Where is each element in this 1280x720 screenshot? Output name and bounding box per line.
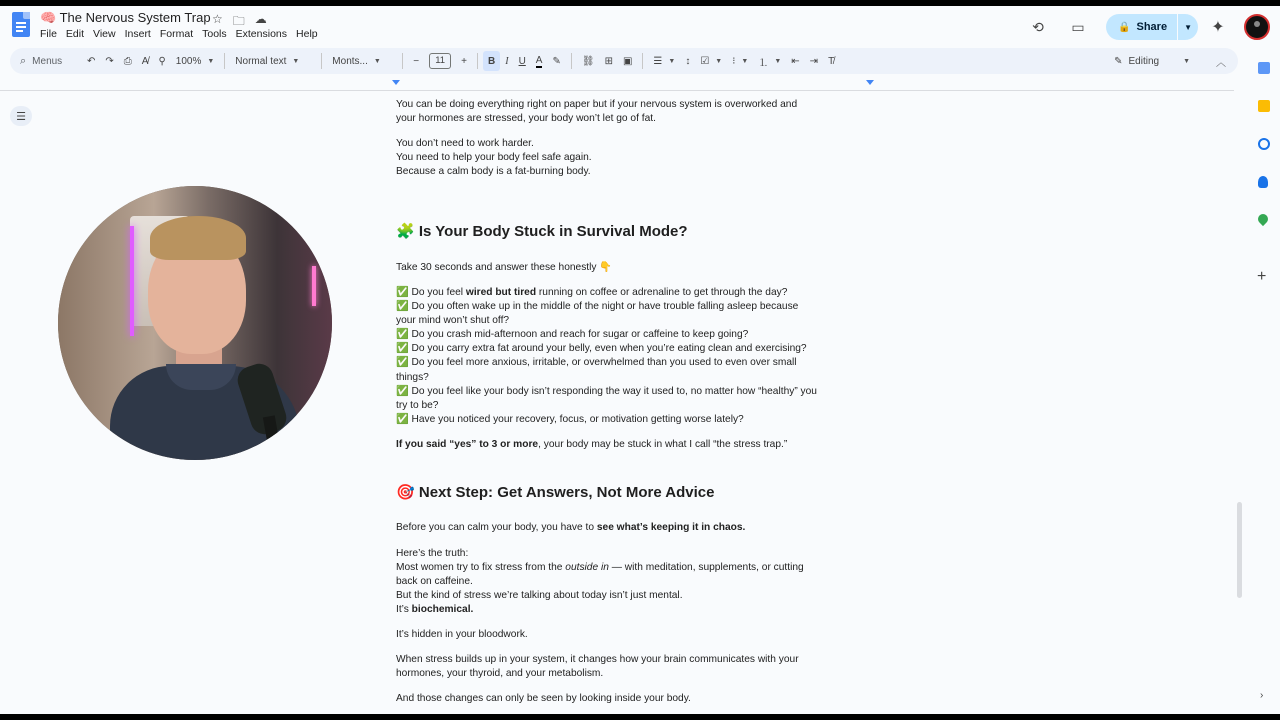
gemini-icon[interactable]: ✦: [1211, 19, 1225, 36]
font-select[interactable]: [327, 48, 397, 74]
contacts-icon[interactable]: [1258, 176, 1268, 188]
brain-emoji-icon: 🧠: [40, 10, 57, 25]
spellcheck-icon[interactable]: A̸: [141, 55, 149, 67]
menu-edit[interactable]: Edit: [65, 28, 85, 40]
increase-font-size-button[interactable]: +: [461, 55, 467, 67]
puzzle-emoji-icon: 🧩: [396, 223, 415, 240]
align-icon[interactable]: ☰ ▼: [653, 55, 676, 67]
heading-text: Next Step: Get Answers, Not More Advice: [418, 484, 715, 501]
line-spacing-icon[interactable]: ↕: [685, 55, 691, 67]
paragraph-line: Here’s the truth:: [396, 548, 469, 559]
paragraph-line: your hormones are stressed, your body won’t let go of fat.: [396, 113, 656, 125]
style-select[interactable]: [230, 48, 316, 74]
caret-down-icon: ▼: [292, 57, 300, 65]
pencil-icon: ✎: [1114, 55, 1123, 67]
keep-icon[interactable]: [1258, 100, 1270, 112]
checklist-icon[interactable]: ☑ ▼: [700, 55, 723, 67]
heading-next-step: [396, 483, 714, 503]
paragraph-line: Most women try to fix stress from the outside in — with meditation, supplements, or cutting: [396, 562, 804, 574]
decrease-font-size-button[interactable]: −: [413, 55, 420, 67]
check-emoji-icon: ✅: [396, 343, 409, 355]
share-button[interactable]: [1106, 14, 1198, 40]
share-label: Share: [1136, 21, 1168, 33]
increase-indent-icon[interactable]: ⇥: [809, 55, 819, 67]
list-item: ✅ Do you feel more anxious, irritable, or overwhelmed than you used to even over small: [396, 357, 797, 369]
cloud-status-icon[interactable]: ☁: [254, 12, 267, 26]
menu-help[interactable]: Help: [296, 28, 318, 40]
check-emoji-icon: ✅: [396, 413, 409, 425]
menu-tools[interactable]: Tools: [202, 28, 227, 40]
paragraph-line: back on caffeine.: [396, 576, 473, 588]
font-value: Monts...: [332, 55, 368, 67]
paragraph-line: Take 30 seconds and answer these honestly 👇: [396, 262, 612, 273]
heading-survival-mode: [396, 222, 688, 242]
top-right-actions: [1018, 12, 1280, 42]
bold-button[interactable]: B: [483, 51, 500, 71]
clear-formatting-icon[interactable]: T̸: [828, 55, 835, 67]
comments-icon[interactable]: ▭: [1071, 18, 1085, 35]
menu-insert[interactable]: Insert: [124, 28, 151, 40]
paragraph-line: Because a calm body is a fat-burning body.: [396, 166, 591, 178]
menu-view[interactable]: View: [93, 28, 116, 40]
docs-logo-icon[interactable]: [12, 12, 30, 37]
font-size-field[interactable]: [424, 48, 456, 74]
search-icon: ⌕: [20, 54, 27, 67]
paragraph-line: It’s biochemical.: [396, 604, 474, 616]
underline-button[interactable]: U: [518, 55, 526, 67]
paragraph-line: But the kind of stress we’re talking about today isn’t just mental.: [396, 590, 683, 602]
side-panel: [1248, 50, 1280, 710]
document-title-text: The Nervous System Trap: [59, 10, 211, 25]
check-emoji-icon: ✅: [396, 385, 409, 397]
menu-search[interactable]: [10, 48, 82, 74]
check-emoji-icon: ✅: [396, 357, 409, 369]
document-outline-icon[interactable]: ☰: [10, 106, 32, 126]
collapse-toolbar-icon[interactable]: ︿: [1216, 57, 1226, 69]
numbered-list-icon[interactable]: ⒈ ▼: [758, 57, 782, 69]
expand-panel-icon[interactable]: ›: [1260, 690, 1264, 701]
add-addon-icon[interactable]: +: [1257, 268, 1267, 285]
undo-icon[interactable]: ↶: [87, 55, 96, 67]
check-emoji-icon: ✅: [396, 301, 409, 313]
paragraph-line: It’s hidden in your bloodwork.: [396, 629, 528, 640]
list-item: ✅ Do you feel like your body isn’t responding the way it used to, no matter how “healthy” you: [396, 385, 817, 397]
right-indent-marker[interactable]: [866, 80, 874, 85]
menu-format[interactable]: Format: [159, 28, 194, 40]
menu-search-placeholder: Menus: [32, 55, 63, 67]
heading-text: Is Your Body Stuck in Survival Mode?: [418, 223, 688, 240]
paragraph-line: When stress builds up in your system, it changes how your brain communicates with your: [396, 654, 799, 665]
left-indent-marker[interactable]: [392, 80, 400, 85]
decrease-indent-icon[interactable]: ⇤: [791, 55, 800, 67]
highlight-icon[interactable]: ✎: [552, 55, 561, 67]
menu-bar: [40, 28, 327, 40]
paragraph-line: You don’t need to work harder.: [396, 138, 534, 149]
account-avatar[interactable]: [1244, 14, 1270, 40]
editing-mode-select[interactable]: [1114, 54, 1238, 69]
paragraph-line: hormones, your thyroid, and your metabolism.: [396, 668, 604, 680]
check-emoji-icon: ✅: [396, 287, 409, 298]
webcam-overlay: [58, 186, 332, 460]
insert-image-icon[interactable]: ▣: [622, 55, 633, 67]
paint-format-icon[interactable]: ⚲: [158, 55, 166, 67]
menu-file[interactable]: File: [40, 28, 57, 40]
scrollbar-thumb[interactable]: [1237, 502, 1242, 598]
target-emoji-icon: 🎯: [396, 484, 415, 501]
style-value: Normal text: [235, 55, 287, 67]
document-title[interactable]: [40, 10, 211, 26]
maps-icon[interactable]: [1256, 212, 1270, 226]
add-comment-icon[interactable]: ⊞: [604, 55, 613, 67]
list-item: ✅ Do you feel wired but tired running on coffee or adrenaline to get through the day?: [396, 287, 788, 298]
list-item-continued: your mind won’t shut off?: [396, 315, 510, 327]
docs-window: [0, 6, 1280, 714]
check-emoji-icon: ✅: [396, 329, 409, 341]
paragraph-line: You need to help your body feel safe again.: [396, 152, 592, 164]
title-bar: [0, 6, 1280, 46]
list-item: ✅ Do you carry extra fat around your belly, even when you’re eating clean and exercising?: [396, 343, 807, 355]
lock-icon: 🔒: [1118, 21, 1131, 33]
tasks-icon[interactable]: [1258, 138, 1270, 150]
star-icon[interactable]: ☆: [212, 12, 223, 26]
zoom-value: 100%: [175, 55, 202, 67]
font-size-value: 11: [429, 53, 451, 69]
caret-down-icon: ▼: [1183, 57, 1190, 65]
paragraph-line: And those changes can only be seen by looking inside your body.: [396, 693, 691, 704]
editing-mode-value: Editing: [1128, 55, 1160, 67]
link-icon[interactable]: ⛓: [581, 55, 595, 67]
italic-button[interactable]: I: [505, 55, 509, 67]
list-item: ✅ Do you often wake up in the middle of the night or have trouble falling asleep because: [396, 301, 799, 313]
caret-down-icon: ▼: [373, 57, 381, 65]
print-icon[interactable]: ⎙: [123, 55, 132, 67]
paragraph-line: If you said “yes” to 3 or more, your body may be stuck in what I call “the stress trap.”: [396, 439, 788, 450]
zoom-select[interactable]: [171, 48, 220, 74]
calendar-icon[interactable]: [1258, 62, 1270, 74]
move-folder-icon[interactable]: 🗀: [232, 14, 245, 28]
caret-down-icon: ▼: [207, 57, 215, 65]
list-item-continued: try to be?: [396, 399, 439, 411]
text-color-button[interactable]: A: [535, 54, 543, 66]
list-item-continued: things?: [396, 371, 429, 383]
list-item: ✅ Do you crash mid-afternoon and reach for sugar or caffeine to keep going?: [396, 329, 749, 341]
share-dropdown-icon[interactable]: ▼: [1184, 22, 1192, 32]
paragraph-line: Before you can calm your body, you have to see what’s keeping it in chaos.: [396, 522, 746, 533]
checklist: [396, 286, 817, 427]
menu-extensions[interactable]: Extensions: [235, 28, 288, 40]
list-item: ✅ Have you noticed your recovery, focus, or motivation getting worse lately?: [396, 413, 744, 425]
paragraph-line: You can be doing everything right on paper but if your nervous system is overworked and: [396, 99, 798, 110]
toolbar: [10, 48, 1238, 74]
bulleted-list-icon[interactable]: ⁝ ▼: [732, 55, 749, 67]
version-history-icon[interactable]: ⟲: [1032, 18, 1044, 35]
redo-icon[interactable]: ↷: [105, 55, 114, 67]
